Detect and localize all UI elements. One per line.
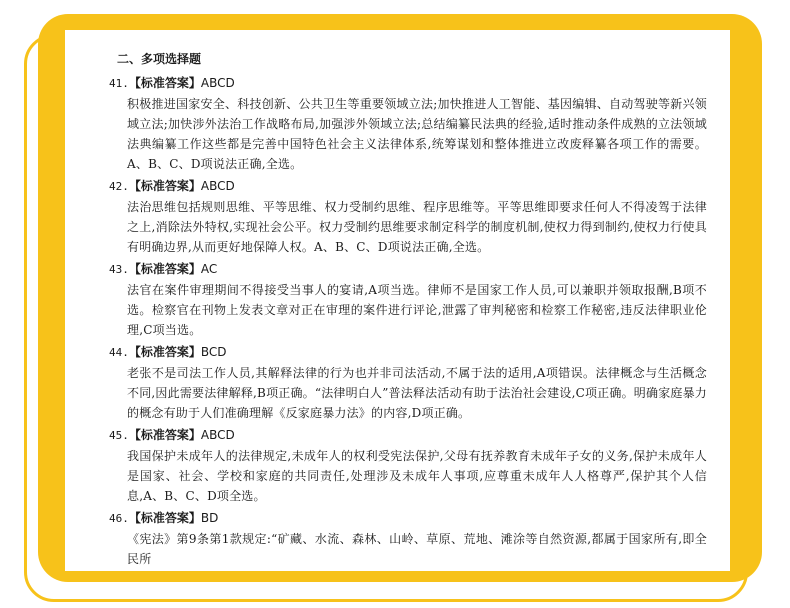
answer-value: ABCD (200, 428, 235, 442)
explanation-text: 法官在案件审理期间不得接受当事人的宴请,A项当选。律师不是国家工作人员,可以兼职并领取报酬,B项不选。检察官在刊物上发表文章对正在审理的案件进行评论,泄露了审判秘密和检察工作秘密,违反法律职业伦理,C项当选。 (127, 283, 707, 337)
explanation-text: 老张不是司法工作人员,其解释法律的行为也并非司法活动,不属于法的适用,A项错误。法律概念与生活概念不同,因此需要法律解释,B项正确。“法律明白人”普法释法活动有助于法治社会建设,C项正确。明确家庭暴力的概念有助于人们准确理解《反家庭暴力法》的内容,D项正确。 (127, 366, 707, 420)
answer-value: BD (200, 511, 219, 525)
question-header (109, 73, 707, 94)
question-header (109, 508, 707, 529)
question-item-45 (109, 425, 707, 506)
question-item-43 (109, 259, 707, 340)
explanation-text: 《宪法》第9条第1款规定:“矿藏、水流、森林、山岭、草原、荒地、滩涂等自然资源,都属于国家所有,即全民所 (127, 532, 707, 566)
answer-tag: 【标准答案】 (128, 179, 201, 193)
question-number: 45. (109, 429, 129, 442)
answer-sheet-content (109, 49, 707, 571)
answer-value: AC (200, 262, 218, 276)
question-item-46 (109, 508, 707, 569)
question-header (109, 425, 707, 446)
answer-value: ABCD (200, 76, 235, 90)
explanation-text: 法治思维包括规则思维、平等思维、权力受制约思维、程序思维等。平等思维即要求任何人不得凌驾于法律之上,消除法外特权,实现社会公平。权力受制约思维要求制定科学的制度机制,使权力得到制约,使权力行使具有明确边界,从而更好地保障人权。A、B、C、D项说法正确,全选。 (127, 200, 707, 254)
question-number: 42. (109, 180, 129, 193)
question-item-42 (109, 176, 707, 257)
explanation-text: 积极推进国家安全、科技创新、公共卫生等重要领域立法;加快推进人工智能、基因编辑、自动驾驶等新兴领域立法;加快涉外法治工作战略布局,加强涉外领域立法;总结编纂民法典的经验,适时推动条件成熟的立法领域法典编纂工作这些都是完善中国特色社会主义法律体系,统筹谋划和整体推进立改废释纂各项工作的需要。A、B、C、D项说法正确,全选。 (127, 97, 707, 171)
answer-tag: 【标准答案】 (128, 76, 201, 90)
question-item-44 (109, 342, 707, 423)
question-header (109, 259, 707, 280)
answer-sheet-page (65, 30, 730, 571)
question-header (109, 342, 707, 363)
answer-tag: 【标准答案】 (128, 428, 201, 442)
answer-tag: 【标准答案】 (128, 262, 201, 276)
question-header (109, 176, 707, 197)
question-number: 44. (109, 346, 129, 359)
answer-tag: 【标准答案】 (128, 511, 201, 525)
answer-value: ABCD (200, 179, 235, 193)
answer-tag: 【标准答案】 (128, 345, 201, 359)
question-number: 46. (109, 512, 129, 525)
question-number: 41. (109, 77, 129, 90)
section-title: 二、多项选择题 (117, 52, 202, 66)
question-item-41 (109, 73, 707, 174)
question-number: 43. (109, 263, 129, 276)
explanation-text: 我国保护未成年人的法律规定,未成年人的权利受宪法保护,父母有抚养教育未成年子女的义务,保护未成年人是国家、社会、学校和家庭的共同责任,处理涉及未成年人事项,应尊重未成年人人格尊严,保护其个人信息,A、B、C、D项全选。 (127, 449, 707, 503)
answer-value: BCD (200, 345, 227, 359)
